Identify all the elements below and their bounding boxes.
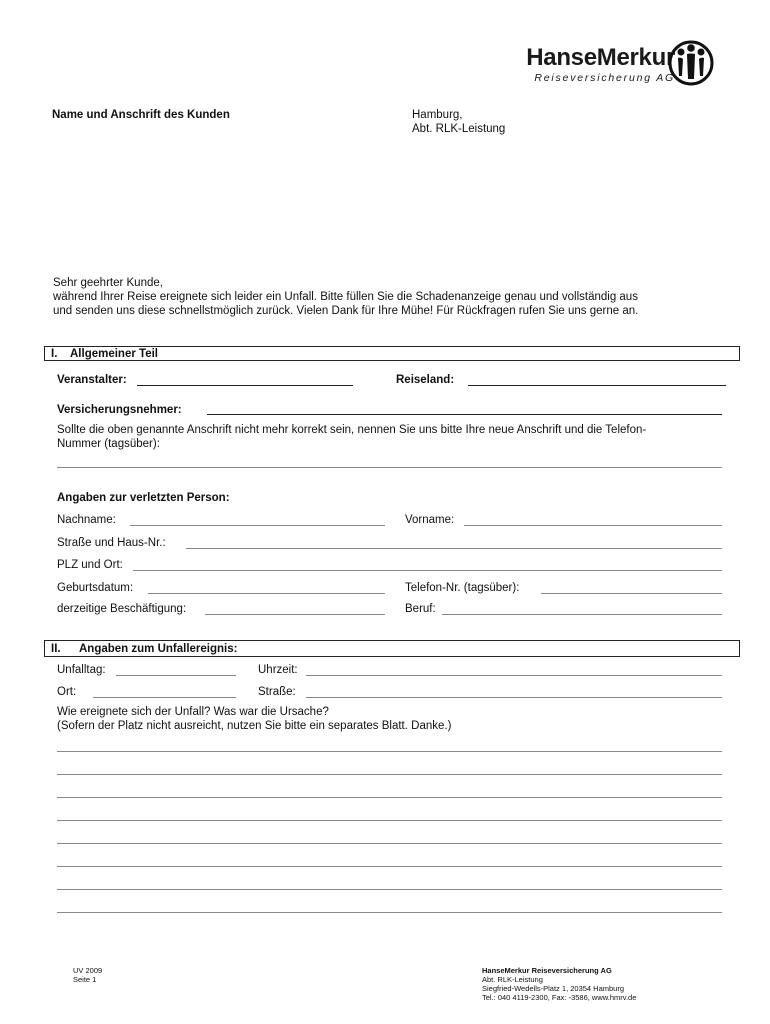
intro-text — [53, 276, 733, 318]
description-line[interactable] — [57, 797, 722, 798]
page-number: Seite 1 — [73, 975, 97, 984]
description-line[interactable] — [57, 889, 722, 890]
section-1-number: I. — [51, 348, 58, 360]
accident-question-line-2: (Sofern der Platz nicht ausreicht, nutzen Sie bitte ein separates Blatt. Danke.) — [57, 720, 452, 732]
accident-date-label: Unfalltag: — [57, 664, 106, 676]
description-line[interactable] — [57, 843, 722, 844]
intro-greeting: Sehr geehrter Kunde, — [53, 277, 163, 289]
zip-city-field[interactable] — [133, 570, 722, 571]
accident-question — [57, 705, 737, 733]
policyholder-label: Versicherungsnehmer: — [57, 404, 182, 416]
accident-street-label: Straße: — [258, 686, 296, 698]
footer-right — [482, 966, 636, 1002]
birthdate-field[interactable] — [148, 593, 385, 594]
accident-place-field[interactable] — [93, 697, 236, 698]
street-field[interactable] — [186, 548, 722, 549]
form-code: UV 2009 — [73, 966, 103, 975]
description-line[interactable] — [57, 866, 722, 867]
accident-street-field[interactable] — [306, 697, 722, 698]
intro-line-2: und senden uns diese schnellstmöglich zurück. Vielen Dank für Ihre Mühe! Für Rückfragen rufen Sie uns gerne an. — [53, 305, 639, 317]
first-name-field[interactable] — [464, 525, 722, 526]
logo-name: HanseMerkur — [526, 44, 675, 71]
accident-time-label: Uhrzeit: — [258, 664, 298, 676]
customer-address-label: Name und Anschrift des Kunden — [52, 109, 230, 121]
accident-date-field[interactable] — [116, 675, 236, 676]
accident-time-field[interactable] — [306, 675, 722, 676]
footer-contact: Tel.: 040 4119-2300, Fax: -3586, www.hmrv.de — [482, 993, 637, 1002]
section-2-number: II. — [51, 643, 61, 655]
injured-person-title: Angaben zur verletzten Person: — [57, 492, 230, 504]
job-label: Beruf: — [405, 603, 436, 615]
country-label: Reiseland: — [396, 374, 455, 386]
birthdate-label: Geburtsdatum: — [57, 582, 134, 594]
policyholder-field[interactable] — [207, 414, 722, 415]
header-department: Abt. RLK-Leistung — [412, 123, 506, 135]
street-label: Straße und Haus-Nr.: — [57, 537, 166, 549]
first-name-label: Vorname: — [405, 514, 455, 526]
description-line[interactable] — [57, 912, 722, 913]
phone-label: Telefon-Nr. (tagsüber): — [405, 582, 520, 594]
phone-field[interactable] — [541, 593, 722, 594]
occupation-label: derzeitige Beschäftigung: — [57, 603, 187, 615]
description-line[interactable] — [57, 774, 722, 775]
header-city: Hamburg, — [412, 109, 463, 121]
zip-city-label: PLZ und Ort: — [57, 559, 123, 571]
accident-place-label: Ort: — [57, 686, 77, 698]
footer-company: HanseMerkur Reiseversicherung AG — [482, 966, 612, 975]
section-1-header — [44, 346, 740, 361]
intro-line-1: während Ihrer Reise ereignete sich leider ein Unfall. Bitte füllen Sie die Schadenanzeige genau und vollständig aus — [53, 291, 638, 303]
new-address-field[interactable] — [57, 467, 722, 468]
occupation-field[interactable] — [205, 614, 385, 615]
section-2-title: Angaben zum Unfallereignis: — [79, 643, 238, 655]
job-field[interactable] — [442, 614, 722, 615]
address-note-line-2: Nummer (tagsüber): — [57, 438, 160, 450]
description-line[interactable] — [57, 820, 722, 821]
organizer-field[interactable] — [137, 385, 353, 386]
organizer-label: Veranstalter: — [57, 374, 127, 386]
footer-address: Siegfried-Wedells-Platz 1, 20354 Hamburg — [482, 984, 625, 993]
last-name-label: Nachname: — [57, 514, 116, 526]
accident-question-line-1: Wie ereignete sich der Unfall? Was war die Ursache? — [57, 706, 329, 718]
address-note-line-1: Sollte die oben genannte Anschrift nicht mehr korrekt sein, nennen Sie uns bitte Ihre neue Anschrift und die Telefon- — [57, 424, 647, 436]
footer-left — [73, 966, 102, 984]
company-logo-text — [526, 44, 675, 84]
description-line[interactable] — [57, 751, 722, 752]
last-name-field[interactable] — [130, 525, 385, 526]
section-1-title: Allgemeiner Teil — [70, 348, 158, 360]
address-note — [57, 423, 737, 451]
footer-department: Abt. RLK-Leistung — [482, 975, 543, 984]
country-field[interactable] — [468, 385, 726, 386]
section-2-header — [44, 640, 740, 657]
hansemerkur-logo-icon — [666, 38, 716, 91]
logo-subtitle: Reiseversicherung AG — [534, 72, 675, 84]
